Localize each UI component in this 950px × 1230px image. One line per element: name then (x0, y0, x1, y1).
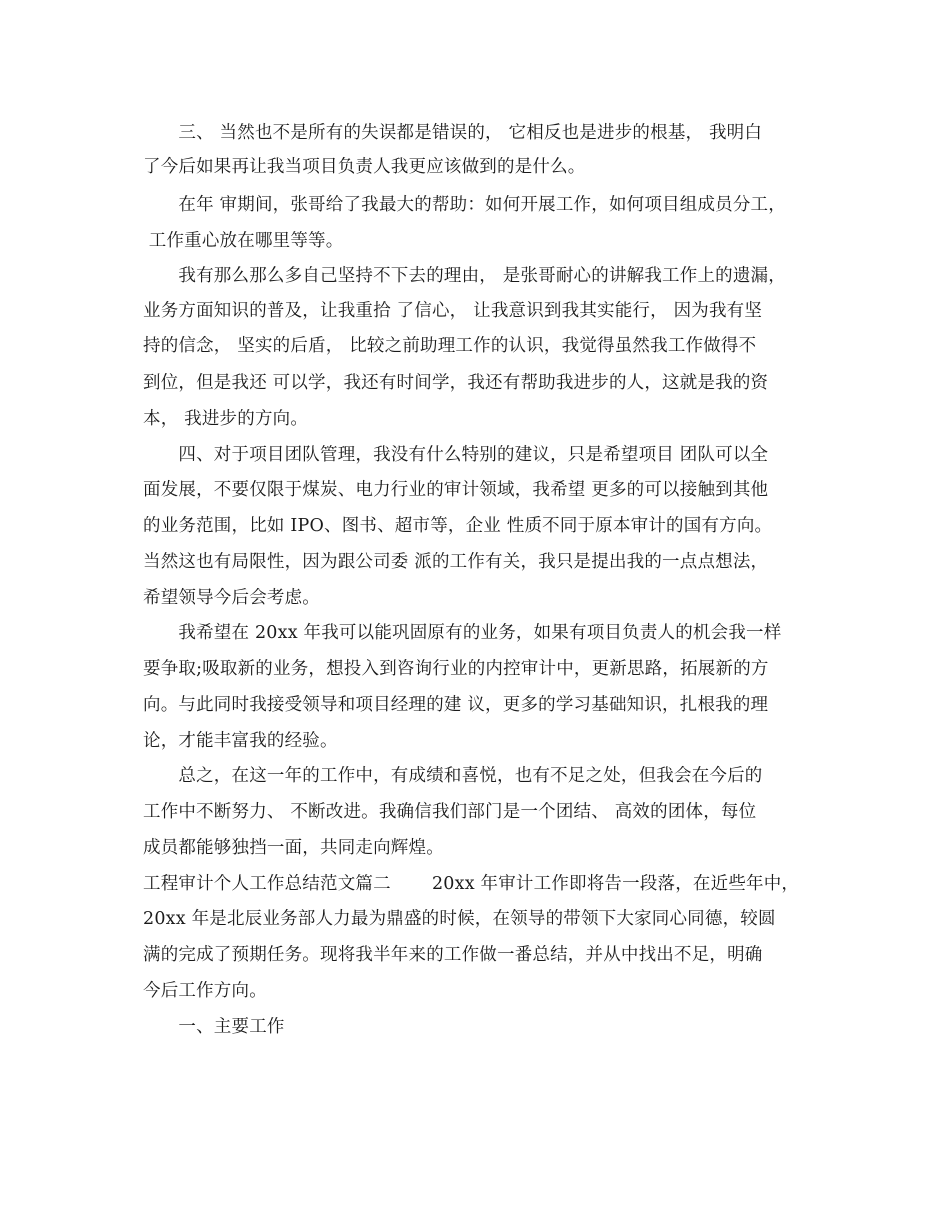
text-line: 20xx 年是北辰业务部人力最为鼎盛的时候，在领导的带领下大家同心同德，较圆 (143, 909, 776, 929)
text-line: 总之，在这一年的工作中，有成绩和喜悦，也有不足之处，但我会在今后的 (143, 766, 763, 786)
text-line: 业务方面知识的普及，让我重拾 了信心， 让我意识到我其实能行， 因为我有坚 (143, 301, 763, 321)
text-line: 了今后如果再让我当项目负责人我更应该做到的是什么。 (143, 157, 586, 177)
text-line: 当然这也有局限性，因为跟公司委 派的工作有关，我只是提出我的一点点想法， (143, 552, 769, 572)
text-line: 本， 我进步的方向。 (143, 409, 309, 429)
text-line: 在年 审期间，张哥给了我最大的帮助：如何开展工作，如何项目组成员分工， (143, 195, 786, 215)
text-line: 工作重心放在哪里等等。 (143, 231, 344, 251)
text-line: 的业务范围，比如 IPO、图书、超市等，企业 性质不同于原本审计的国有方向。 (143, 516, 773, 536)
text-line: 面发展，不要仅限于煤炭、电力行业的审计领域，我希望 更多的可以接触到其他 (143, 480, 769, 500)
text-line: 工作中不断努力、 不断改进。我确信我们部门是一个团结、 高效的团体，每位 (143, 802, 757, 822)
text-line: 论，才能丰富我的经验。 (143, 731, 338, 751)
text-line: 成员都能够独挡一面，共同走向辉煌。 (143, 838, 444, 858)
text-line: 今后工作方向。 (143, 981, 267, 1001)
text-line: 四、对于项目团队管理，我没有什么特别的建议，只是希望项目 团队可以全 (143, 445, 769, 465)
text-line: 向。与此同时我接受领导和项目经理的建 议，更多的学习基础知识，扎根我的理 (143, 695, 769, 715)
text-line: 一、主要工作 (143, 1017, 285, 1037)
text-line: 三、 当然也不是所有的失误都是错误的， 它相反也是进步的根基， 我明白 (143, 123, 763, 143)
text-line: 到位，但是我还 可以学，我还有时间学，我还有帮助我进步的人，这就是我的资 (143, 373, 769, 393)
text-line: 工程审计个人工作总结范文篇二 20xx 年审计工作即将告一段落，在近些年中， (143, 874, 800, 894)
text-line: 我有那么那么多自己坚持不下去的理由， 是张哥耐心的讲解我工作上的遗漏， (143, 266, 786, 286)
text-line: 要争取;吸取新的业务，想投入到咨询行业的内控审计中，更新思路，拓展新的方 (143, 659, 769, 679)
text-line: 满的完成了预期任务。现将我半年来的工作做一番总结，并从中找出不足，明确 (143, 945, 763, 965)
text-line: 我希望在 20xx 年我可以能巩固原有的业务，如果有项目负责人的机会我一样 (143, 623, 782, 643)
text-line: 持的信念， 坚实的后盾， 比较之前助理工作的认识，我觉得虽然我工作做得不 (143, 336, 757, 356)
text-line: 希望领导今后会考虑。 (143, 588, 320, 608)
